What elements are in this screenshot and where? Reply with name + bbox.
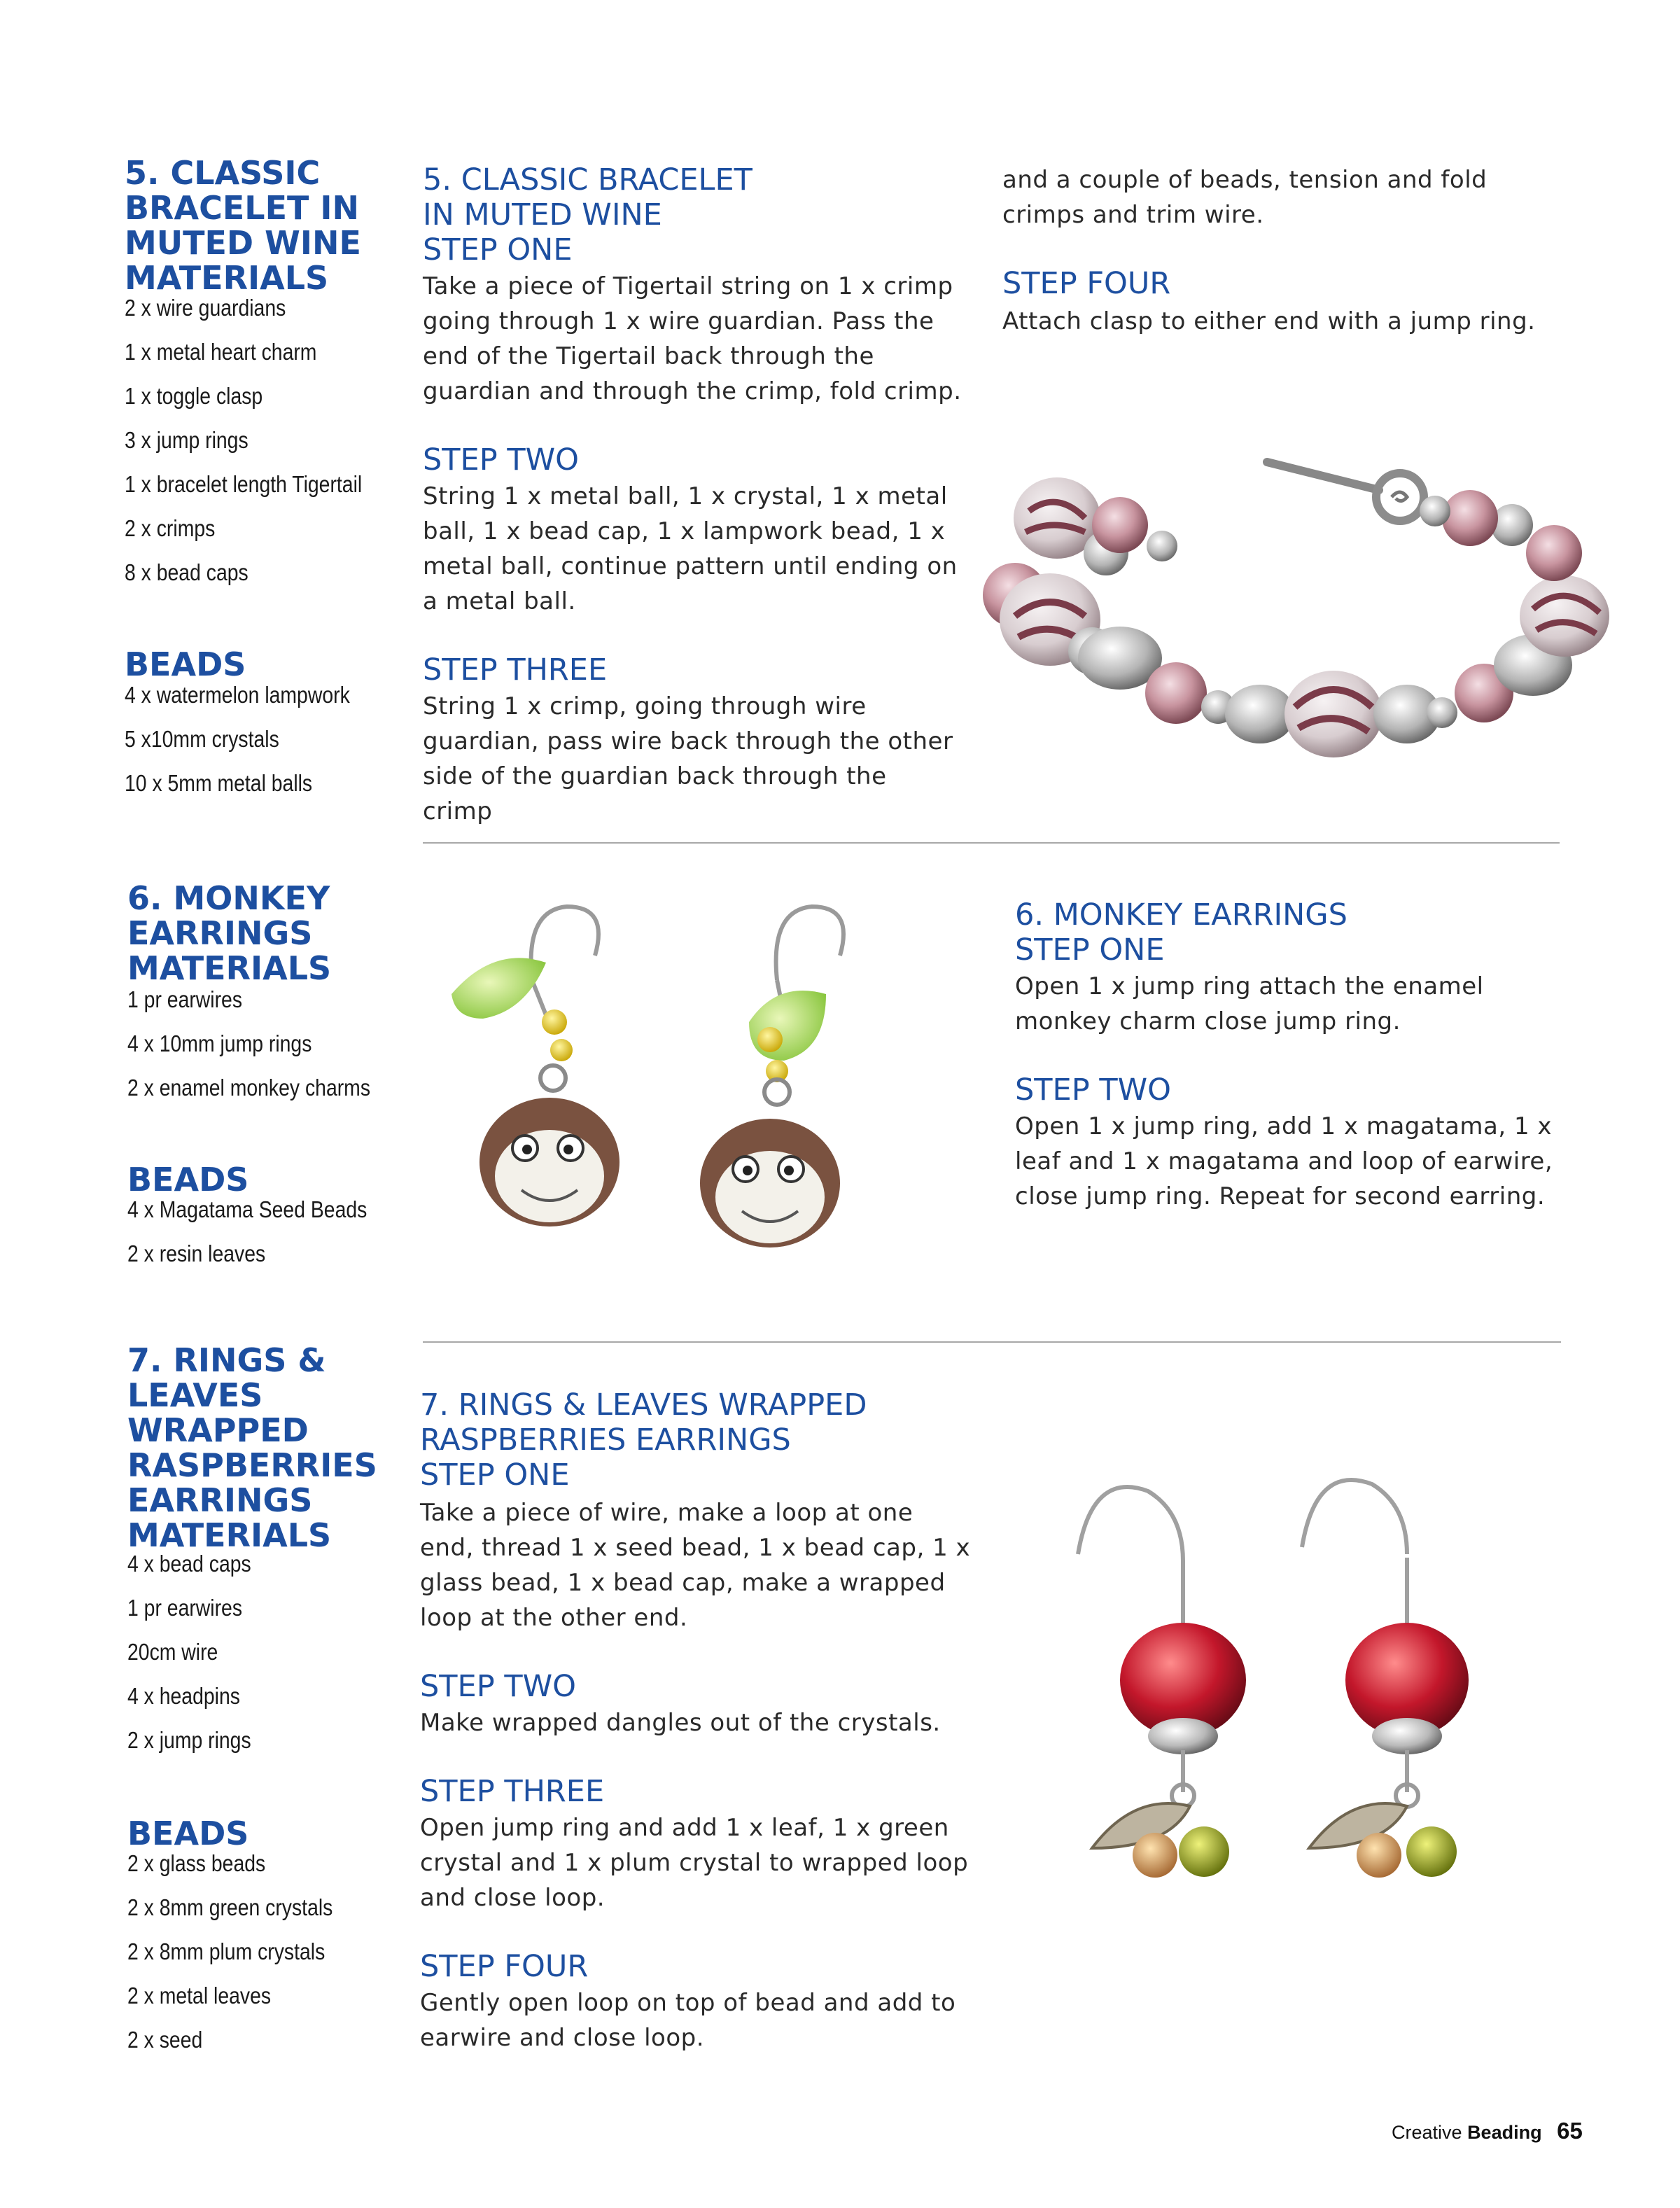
list-item: 2 x metal leaves xyxy=(127,1983,272,2008)
page-number: 65 xyxy=(1557,2118,1583,2144)
section5-step4-heading: STEP FOUR xyxy=(1002,266,1171,301)
section5-step1-heading: STEP ONE xyxy=(423,232,573,267)
section7-beads-list xyxy=(127,1851,366,2071)
list-item: 4 x 10mm jump rings xyxy=(127,1030,312,1056)
list-item: 1 pr earwires xyxy=(127,1595,243,1621)
section6-step2-text: Open 1 x jump ring, add 1 x magatama, 1 x leaf and 1 x magatama and loop of earwire, close jump ring. Repeat for second earring. xyxy=(1015,1112,1553,1210)
list-item: 1 x metal heart charm xyxy=(125,339,317,365)
section7-materials-list xyxy=(127,1551,271,1772)
list-item: 4 x Magatama Seed Beads xyxy=(127,1196,368,1222)
section5-beads-heading: BEADS xyxy=(125,645,246,683)
section7-step3-text: Open jump ring and add 1 x leaf, 1 x green crystal and 1 x plum crystal to wrapped loop and close loop. xyxy=(420,1814,969,1912)
list-item: 1 x bracelet length Tigertail xyxy=(125,471,363,497)
list-item: 2 x jump rings xyxy=(127,1727,251,1753)
section7-step4-text: Gently open loop on top of bead and add to earwire and close loop. xyxy=(420,1989,956,2052)
section6-sidebar-title: 6. MONKEY EARRINGS MATERIALS xyxy=(127,879,332,987)
list-item: 1 pr earwires xyxy=(127,986,243,1012)
list-item: 2 x seed xyxy=(127,2027,203,2053)
section6-main-title: 6. MONKEY EARRINGS xyxy=(1015,897,1348,932)
magazine-prefix: Creative xyxy=(1392,2122,1462,2143)
section5-sidebar-title: 5. CLASSIC BRACELET IN MUTED WINE MATERIALS xyxy=(125,154,361,297)
list-item: 2 x 8mm green crystals xyxy=(127,1894,333,1920)
section5-step2-heading: STEP TWO xyxy=(423,442,579,477)
list-item: 2 x crimps xyxy=(125,515,216,541)
section-divider xyxy=(423,842,1560,844)
section7-step2-text: Make wrapped dangles out of the crystals. xyxy=(420,1709,941,1737)
section5-beads-list xyxy=(125,683,386,815)
list-item: 2 x glass beads xyxy=(127,1850,266,1876)
section7-step4-heading: STEP FOUR xyxy=(420,1949,589,1984)
section7-step1-heading: STEP ONE xyxy=(420,1458,570,1493)
section7-step3-heading: STEP THREE xyxy=(420,1774,605,1809)
section5-main-title: 5. CLASSIC BRACELET IN MUTED WINE xyxy=(423,162,752,232)
section6-materials-list xyxy=(127,987,410,1119)
magazine-name: Beading xyxy=(1467,2122,1542,2143)
section6-step2-heading: STEP TWO xyxy=(1015,1072,1171,1108)
section5-step3-text: String 1 x crimp, going through wire guardian, pass wire back through the other side of the guardian back through the crimp xyxy=(423,692,953,825)
list-item: 20cm wire xyxy=(127,1639,218,1665)
list-item: 2 x enamel monkey charms xyxy=(127,1075,371,1100)
list-item: 10 x 5mm metal balls xyxy=(125,770,313,796)
page-footer xyxy=(1392,2117,1583,2146)
list-item: 3 x jump rings xyxy=(125,427,248,453)
section7-step2-heading: STEP TWO xyxy=(420,1669,576,1704)
list-item: 2 x 8mm plum crystals xyxy=(127,1938,326,1964)
list-item: 8 x bead caps xyxy=(125,559,248,585)
section5-step3-heading: STEP THREE xyxy=(423,652,608,687)
section5-step4-text: Attach clasp to either end with a jump ring. xyxy=(1002,307,1536,335)
list-item: 4 x bead caps xyxy=(127,1551,251,1577)
bracelet-photo xyxy=(952,441,1624,833)
section7-beads-heading: BEADS xyxy=(127,1815,249,1852)
section6-beads-heading: BEADS xyxy=(127,1161,249,1199)
section6-step1-heading: STEP ONE xyxy=(1015,932,1165,967)
section5-step1-text: Take a piece of Tigertail string on 1 x crimp going through 1 x wire guardian. Pass the end of the Tigertail back through the guardian and through the crimp, fold crimp. xyxy=(423,272,962,405)
section7-main-title: 7. RINGS & LEAVES WRAPPED RASPBERRIES EARRINGS xyxy=(420,1388,867,1458)
list-item: 5 x10mm crystals xyxy=(125,726,279,752)
section5-step3-continued: and a couple of beads, tension and fold crimps and trim wire. xyxy=(1002,166,1488,229)
list-item: 4 x watermelon lampwork xyxy=(125,682,350,708)
section7-step1-text: Take a piece of wire, make a loop at one end, thread 1 x seed bead, 1 x bead cap, 1 x glass bead, 1 x bead cap, make a wrapped loop at the other end. xyxy=(420,1499,971,1632)
section-divider xyxy=(423,1341,1561,1343)
list-item: 4 x headpins xyxy=(127,1683,240,1709)
section6-beads-list xyxy=(127,1197,406,1285)
section5-materials-list xyxy=(125,295,400,604)
section6-step1-text: Open 1 x jump ring attach the enamel monkey charm close jump ring. xyxy=(1015,972,1484,1035)
section7-sidebar-title: 7. RINGS & LEAVES WRAPPED RASPBERRIES EARRINGS MATERIALS xyxy=(127,1341,377,1554)
list-item: 2 x resin leaves xyxy=(127,1241,266,1266)
list-item: 2 x wire guardians xyxy=(125,295,286,321)
monkey-earrings-photo xyxy=(434,882,1008,1288)
list-item: 1 x toggle clasp xyxy=(125,383,263,409)
raspberry-earrings-photo xyxy=(1050,1442,1498,1904)
section5-step2-text: String 1 x metal ball, 1 x crystal, 1 x metal ball, 1 x bead cap, 1 x lampwork bead, 1 x metal ball, continue pattern until ending on a metal ball. xyxy=(423,482,958,615)
